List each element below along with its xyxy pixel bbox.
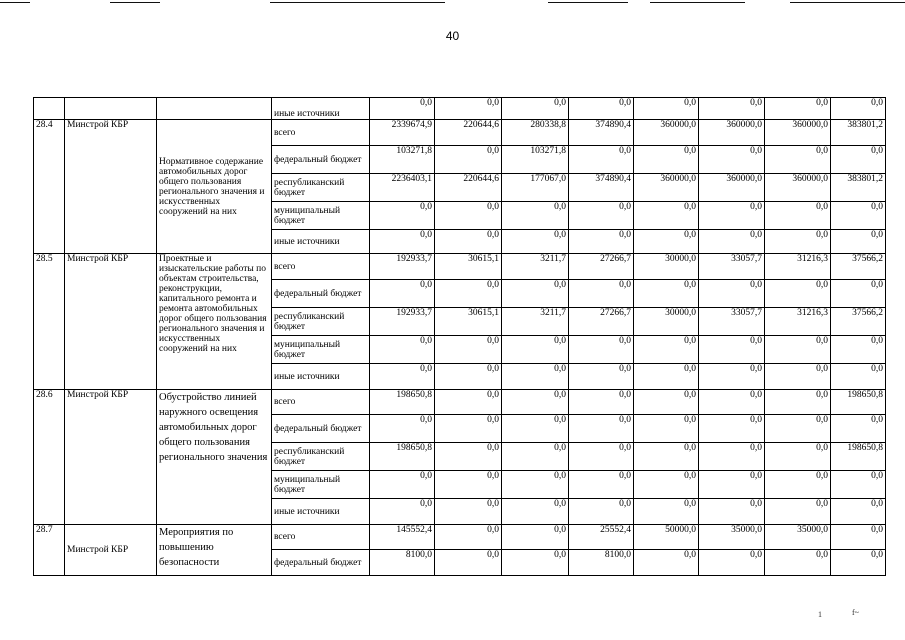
code-cell: 28.4 <box>34 120 65 254</box>
value-cell: 0,0 <box>502 336 569 364</box>
name-cell: Нормативное содержание автомобильных дорог общего пользования регионального значения и искусственных сооружений на них <box>157 120 272 254</box>
value-cell: 0,0 <box>634 98 699 120</box>
value-cell: 0,0 <box>831 202 886 230</box>
scan-mark: f~ <box>852 608 859 617</box>
value-cell: 0,0 <box>569 146 634 174</box>
source-cell: иные источники <box>272 499 370 525</box>
value-cell: 27266,7 <box>569 308 634 336</box>
executor-cell: Минстрой КБР <box>65 120 157 254</box>
value-cell: 0,0 <box>435 415 502 443</box>
scan-edge-line <box>0 2 30 3</box>
executor-cell <box>65 98 157 120</box>
value-cell: 0,0 <box>502 98 569 120</box>
value-cell: 0,0 <box>435 499 502 525</box>
table-row <box>34 390 886 415</box>
value-cell: 0,0 <box>699 364 765 390</box>
value-cell: 0,0 <box>831 98 886 120</box>
value-cell: 35000,0 <box>765 525 831 550</box>
page-number: 40 <box>445 29 460 43</box>
value-cell: 0,0 <box>831 364 886 390</box>
value-cell: 0,0 <box>370 98 435 120</box>
value-cell: 0,0 <box>634 336 699 364</box>
code-cell: 28.5 <box>34 254 65 390</box>
scan-edge-line <box>650 2 745 3</box>
source-cell: федеральный бюджет <box>272 280 370 308</box>
table-row <box>34 254 886 280</box>
value-cell: 0,0 <box>569 443 634 471</box>
source-cell: федеральный бюджет <box>272 550 370 576</box>
table-body <box>34 98 886 576</box>
name-cell: Обустройство линией наружного освещения автомобильных дорог общего пользования регионального значения <box>157 390 272 525</box>
value-cell: 280338,8 <box>502 120 569 146</box>
value-cell: 0,0 <box>699 280 765 308</box>
value-cell: 0,0 <box>831 525 886 550</box>
value-cell: 0,0 <box>502 390 569 415</box>
value-cell: 0,0 <box>435 443 502 471</box>
value-cell: 2339674,9 <box>370 120 435 146</box>
value-cell: 0,0 <box>831 471 886 499</box>
value-cell: 0,0 <box>502 280 569 308</box>
value-cell: 31216,3 <box>765 254 831 280</box>
value-cell: 0,0 <box>699 415 765 443</box>
value-cell: 0,0 <box>435 280 502 308</box>
source-cell: всего <box>272 390 370 415</box>
value-cell: 30000,0 <box>634 308 699 336</box>
value-cell: 0,0 <box>569 202 634 230</box>
value-cell: 0,0 <box>831 550 886 576</box>
name-cell: Проектные и изыскательские работы по объектам строительства, реконструкции, капитального ремонта и ремонта автомобильных дорог общего пользования регионального значения и искусственных сооружений на них <box>157 254 272 390</box>
value-cell: 0,0 <box>569 280 634 308</box>
value-cell: 0,0 <box>370 336 435 364</box>
value-cell: 0,0 <box>831 336 886 364</box>
value-cell: 3211,7 <box>502 308 569 336</box>
value-cell: 360000,0 <box>699 120 765 146</box>
scan-mark: 1 <box>818 610 822 619</box>
value-cell: 0,0 <box>765 415 831 443</box>
table-row <box>34 120 886 146</box>
value-cell: 8100,0 <box>370 550 435 576</box>
scan-edge-line <box>270 2 445 3</box>
value-cell: 0,0 <box>569 415 634 443</box>
value-cell: 0,0 <box>502 550 569 576</box>
value-cell: 0,0 <box>699 550 765 576</box>
value-cell: 0,0 <box>569 499 634 525</box>
value-cell: 0,0 <box>502 443 569 471</box>
source-cell: иные источники <box>272 230 370 254</box>
value-cell: 192933,7 <box>370 254 435 280</box>
code-cell <box>34 98 65 120</box>
value-cell: 8100,0 <box>569 550 634 576</box>
value-cell: 103271,8 <box>370 146 435 174</box>
value-cell: 198650,8 <box>370 390 435 415</box>
value-cell: 25552,4 <box>569 525 634 550</box>
value-cell: 0,0 <box>370 471 435 499</box>
value-cell: 0,0 <box>765 202 831 230</box>
value-cell: 0,0 <box>435 390 502 415</box>
value-cell: 0,0 <box>502 525 569 550</box>
value-cell: 374890,4 <box>569 174 634 202</box>
value-cell: 145552,4 <box>370 525 435 550</box>
source-cell: иные источники <box>272 364 370 390</box>
value-cell: 220644,6 <box>435 120 502 146</box>
value-cell: 35000,0 <box>699 525 765 550</box>
source-cell: всего <box>272 254 370 280</box>
value-cell: 0,0 <box>634 230 699 254</box>
value-cell: 0,0 <box>699 202 765 230</box>
value-cell: 0,0 <box>370 202 435 230</box>
value-cell: 0,0 <box>634 550 699 576</box>
value-cell: 0,0 <box>699 390 765 415</box>
value-cell: 0,0 <box>634 202 699 230</box>
value-cell: 0,0 <box>435 202 502 230</box>
value-cell: 0,0 <box>502 202 569 230</box>
value-cell: 0,0 <box>435 525 502 550</box>
value-cell: 0,0 <box>569 98 634 120</box>
value-cell: 0,0 <box>765 550 831 576</box>
value-cell: 0,0 <box>634 415 699 443</box>
value-cell: 0,0 <box>831 280 886 308</box>
value-cell: 0,0 <box>370 499 435 525</box>
value-cell: 33057,7 <box>699 308 765 336</box>
value-cell: 0,0 <box>435 364 502 390</box>
value-cell: 0,0 <box>699 499 765 525</box>
value-cell: 0,0 <box>765 364 831 390</box>
value-cell: 0,0 <box>569 230 634 254</box>
value-cell: 192933,7 <box>370 308 435 336</box>
executor-cell: Минстрой КБР <box>65 254 157 390</box>
value-cell: 360000,0 <box>634 120 699 146</box>
value-cell: 0,0 <box>831 230 886 254</box>
value-cell: 0,0 <box>634 443 699 471</box>
value-cell: 30615,1 <box>435 308 502 336</box>
value-cell: 37566,2 <box>831 254 886 280</box>
value-cell: 360000,0 <box>699 174 765 202</box>
source-cell: муниципальный бюджет <box>272 471 370 499</box>
value-cell: 103271,8 <box>502 146 569 174</box>
value-cell: 0,0 <box>569 390 634 415</box>
value-cell: 360000,0 <box>765 120 831 146</box>
source-cell: иные источники <box>272 98 370 120</box>
value-cell: 37566,2 <box>831 308 886 336</box>
source-cell: республиканский бюджет <box>272 443 370 471</box>
value-cell: 0,0 <box>765 499 831 525</box>
value-cell: 0,0 <box>699 443 765 471</box>
value-cell: 0,0 <box>765 443 831 471</box>
value-cell: 0,0 <box>699 336 765 364</box>
value-cell: 0,0 <box>370 280 435 308</box>
source-cell: федеральный бюджет <box>272 146 370 174</box>
value-cell: 0,0 <box>435 550 502 576</box>
value-cell: 31216,3 <box>765 308 831 336</box>
value-cell: 0,0 <box>569 364 634 390</box>
value-cell: 30615,1 <box>435 254 502 280</box>
value-cell: 198650,8 <box>831 390 886 415</box>
source-cell: федеральный бюджет <box>272 415 370 443</box>
value-cell: 360000,0 <box>634 174 699 202</box>
scan-edge-line <box>110 2 160 3</box>
value-cell: 198650,8 <box>370 443 435 471</box>
value-cell: 3211,7 <box>502 254 569 280</box>
value-cell: 0,0 <box>831 415 886 443</box>
executor-cell: Минстрой КБР <box>65 390 157 525</box>
value-cell: 360000,0 <box>765 174 831 202</box>
value-cell: 0,0 <box>370 415 435 443</box>
source-cell: республиканский бюджет <box>272 174 370 202</box>
value-cell: 0,0 <box>502 230 569 254</box>
value-cell: 0,0 <box>765 230 831 254</box>
value-cell: 0,0 <box>765 146 831 174</box>
value-cell: 0,0 <box>699 98 765 120</box>
table-row <box>34 525 886 550</box>
value-cell: 33057,7 <box>699 254 765 280</box>
source-cell: муниципальный бюджет <box>272 336 370 364</box>
value-cell: 0,0 <box>435 146 502 174</box>
value-cell: 0,0 <box>765 280 831 308</box>
source-cell: муниципальный бюджет <box>272 202 370 230</box>
source-cell: республиканский бюджет <box>272 308 370 336</box>
value-cell: 0,0 <box>634 390 699 415</box>
name-cell: Мероприятия по повышению безопасности <box>157 525 272 576</box>
value-cell: 0,0 <box>765 336 831 364</box>
table-row <box>34 98 886 120</box>
value-cell: 0,0 <box>634 499 699 525</box>
value-cell: 220644,6 <box>435 174 502 202</box>
value-cell: 0,0 <box>831 499 886 525</box>
value-cell: 0,0 <box>765 98 831 120</box>
value-cell: 2236403,1 <box>370 174 435 202</box>
executor-cell: Минстрой КБР <box>65 525 157 576</box>
value-cell: 0,0 <box>370 230 435 254</box>
value-cell: 0,0 <box>699 471 765 499</box>
value-cell: 30000,0 <box>634 254 699 280</box>
value-cell: 0,0 <box>435 230 502 254</box>
value-cell: 0,0 <box>502 364 569 390</box>
name-cell <box>157 98 272 120</box>
value-cell: 0,0 <box>634 280 699 308</box>
code-cell: 28.6 <box>34 390 65 525</box>
value-cell: 374890,4 <box>569 120 634 146</box>
value-cell: 0,0 <box>699 230 765 254</box>
value-cell: 383801,2 <box>831 120 886 146</box>
value-cell: 0,0 <box>699 146 765 174</box>
value-cell: 177067,0 <box>502 174 569 202</box>
value-cell: 0,0 <box>831 146 886 174</box>
value-cell: 0,0 <box>502 471 569 499</box>
value-cell: 383801,2 <box>831 174 886 202</box>
value-cell: 0,0 <box>502 415 569 443</box>
value-cell: 0,0 <box>634 146 699 174</box>
value-cell: 0,0 <box>435 336 502 364</box>
value-cell: 50000,0 <box>634 525 699 550</box>
source-cell: всего <box>272 525 370 550</box>
value-cell: 0,0 <box>765 471 831 499</box>
value-cell: 0,0 <box>435 471 502 499</box>
scan-edge-line <box>790 2 905 3</box>
value-cell: 27266,7 <box>569 254 634 280</box>
value-cell: 0,0 <box>569 471 634 499</box>
code-cell: 28.7 <box>34 525 65 576</box>
value-cell: 0,0 <box>435 98 502 120</box>
value-cell: 0,0 <box>634 471 699 499</box>
scan-edge-line <box>548 2 628 3</box>
source-cell: всего <box>272 120 370 146</box>
value-cell: 198650,8 <box>831 443 886 471</box>
value-cell: 0,0 <box>634 364 699 390</box>
budget-table <box>33 97 886 576</box>
value-cell: 0,0 <box>370 364 435 390</box>
value-cell: 0,0 <box>765 390 831 415</box>
value-cell: 0,0 <box>502 499 569 525</box>
value-cell: 0,0 <box>569 336 634 364</box>
